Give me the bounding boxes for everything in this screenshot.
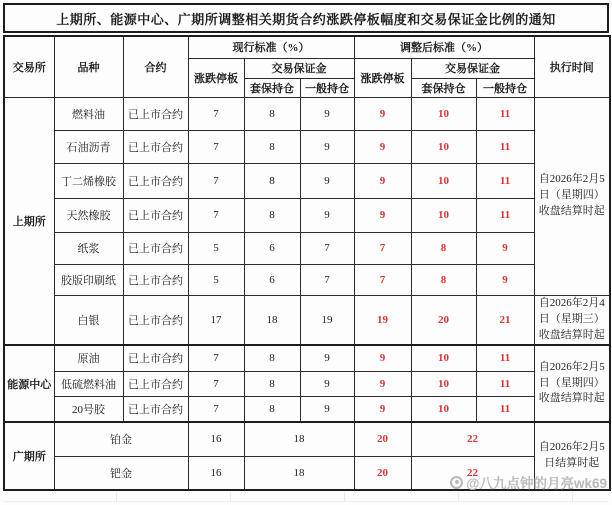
current-general-cell: 9 <box>300 97 354 130</box>
product-cell: 石油沥青 <box>54 130 123 163</box>
header-adjusted-general: 一般持仓 <box>476 78 534 97</box>
table-row <box>4 232 610 264</box>
product-cell: 白银 <box>54 295 123 345</box>
product-cell: 胶版印刷纸 <box>54 264 123 295</box>
contract-cell: 已上市合约 <box>123 264 188 295</box>
adjusted-hedge-cell: 10 <box>411 130 476 163</box>
exchange-cell: 上期所 <box>4 97 54 345</box>
product-cell: 低硫燃料油 <box>54 371 123 396</box>
current-limit-cell: 7 <box>188 371 244 396</box>
adjusted-margin-cell: 22 <box>411 422 534 456</box>
product-cell: 原油 <box>54 345 123 371</box>
product-cell: 钯金 <box>54 456 188 490</box>
header-adjusted-margin: 交易保证金 <box>411 58 534 78</box>
current-limit-cell: 7 <box>188 345 244 371</box>
table-row <box>4 371 610 396</box>
current-general-cell: 9 <box>300 130 354 163</box>
header-exec-time: 执行时间 <box>534 36 610 97</box>
current-limit-cell: 16 <box>188 456 244 490</box>
current-hedge-cell: 8 <box>244 345 300 371</box>
table-row <box>4 264 610 295</box>
product-cell: 铂金 <box>54 422 188 456</box>
product-cell: 丁二烯橡胶 <box>54 163 123 198</box>
adjustment-table <box>3 35 611 491</box>
contract-cell: 已上市合约 <box>123 396 188 422</box>
current-hedge-cell: 8 <box>244 163 300 198</box>
adjusted-hedge-cell: 10 <box>411 345 476 371</box>
contract-cell: 已上市合约 <box>123 295 188 345</box>
current-general-cell: 7 <box>300 264 354 295</box>
current-hedge-cell: 6 <box>244 264 300 295</box>
current-hedge-cell: 8 <box>244 198 300 232</box>
table-row <box>4 295 610 345</box>
header-current-limit: 涨跌停板 <box>188 58 244 97</box>
contract-cell: 已上市合约 <box>123 163 188 198</box>
adjusted-hedge-cell: 8 <box>411 232 476 264</box>
header-current-general: 一般持仓 <box>300 78 354 97</box>
current-limit-cell: 5 <box>188 232 244 264</box>
product-cell: 燃料油 <box>54 97 123 130</box>
adjusted-general-cell: 9 <box>476 232 534 264</box>
notice-title: 上期所、能源中心、广期所调整相关期货合约涨跌停板幅度和交易保证金比例的通知 <box>3 3 609 33</box>
adjusted-general-cell: 11 <box>476 198 534 232</box>
header-adjusted-group: 调整后标准（%） <box>354 36 534 58</box>
adjusted-general-cell: 11 <box>476 97 534 130</box>
exec-time-cell: 自2026年2月5日结算时起 <box>534 422 610 490</box>
table-row <box>4 163 610 198</box>
header-contract: 合约 <box>123 36 188 97</box>
header-adjusted-limit: 涨跌停板 <box>354 58 411 97</box>
header-current-hedge: 套保持仓 <box>244 78 300 97</box>
adjusted-hedge-cell: 20 <box>411 295 476 345</box>
current-limit-cell: 7 <box>188 198 244 232</box>
contract-cell: 已上市合约 <box>123 232 188 264</box>
current-limit-cell: 7 <box>188 396 244 422</box>
header-product: 品种 <box>54 36 123 97</box>
current-general-cell: 19 <box>300 295 354 345</box>
adjusted-general-cell: 11 <box>476 345 534 371</box>
table-row <box>4 130 610 163</box>
contract-cell: 已上市合约 <box>123 97 188 130</box>
current-general-cell: 7 <box>300 232 354 264</box>
header-current-group: 现行标准（%） <box>188 36 354 58</box>
exec-time-cell: 自2026年2月5日（星期四）收盘结算时起 <box>534 97 610 295</box>
current-limit-cell: 17 <box>188 295 244 345</box>
exec-time-cell: 自2026年2月5日（星期四）收盘结算时起 <box>534 345 610 422</box>
adjusted-limit-cell: 9 <box>354 396 411 422</box>
adjusted-hedge-cell: 10 <box>411 163 476 198</box>
table-row <box>4 345 610 371</box>
contract-cell: 已上市合约 <box>123 198 188 232</box>
adjusted-margin-cell: 22 <box>411 456 534 490</box>
adjusted-hedge-cell: 10 <box>411 198 476 232</box>
current-hedge-cell: 8 <box>244 396 300 422</box>
background-gridlines <box>3 492 609 502</box>
product-cell: 纸浆 <box>54 232 123 264</box>
contract-cell: 已上市合约 <box>123 371 188 396</box>
current-margin-cell: 18 <box>244 422 354 456</box>
current-general-cell: 9 <box>300 345 354 371</box>
table-row <box>4 198 610 232</box>
current-hedge-cell: 6 <box>244 232 300 264</box>
header-current-margin: 交易保证金 <box>244 58 354 78</box>
adjusted-hedge-cell: 10 <box>411 97 476 130</box>
table-row <box>4 456 610 490</box>
current-hedge-cell: 8 <box>244 97 300 130</box>
contract-cell: 已上市合约 <box>123 345 188 371</box>
current-margin-cell: 18 <box>244 456 354 490</box>
adjusted-limit-cell: 7 <box>354 232 411 264</box>
adjusted-general-cell: 11 <box>476 371 534 396</box>
adjusted-limit-cell: 20 <box>354 422 411 456</box>
header-exchange: 交易所 <box>4 36 54 97</box>
watermark-handle: @八九点钟的月亮wk69 <box>466 476 607 491</box>
current-limit-cell: 5 <box>188 264 244 295</box>
adjusted-limit-cell: 7 <box>354 264 411 295</box>
current-limit-cell: 7 <box>188 163 244 198</box>
adjusted-limit-cell: 9 <box>354 130 411 163</box>
adjusted-general-cell: 21 <box>476 295 534 345</box>
table-row <box>4 97 610 130</box>
adjusted-general-cell: 11 <box>476 130 534 163</box>
current-general-cell: 9 <box>300 371 354 396</box>
adjusted-general-cell: 11 <box>476 396 534 422</box>
adjusted-limit-cell: 9 <box>354 198 411 232</box>
current-limit-cell: 7 <box>188 97 244 130</box>
adjusted-limit-cell: 19 <box>354 295 411 345</box>
adjusted-limit-cell: 20 <box>354 456 411 490</box>
adjusted-limit-cell: 9 <box>354 371 411 396</box>
current-general-cell: 9 <box>300 163 354 198</box>
current-hedge-cell: 18 <box>244 295 300 345</box>
table-row <box>4 422 610 456</box>
table-row <box>4 396 610 422</box>
product-cell: 天然橡胶 <box>54 198 123 232</box>
contract-cell: 已上市合约 <box>123 130 188 163</box>
exec-time-cell: 自2026年2月4日（星期三）收盘结算时起 <box>534 295 610 345</box>
adjusted-general-cell: 11 <box>476 163 534 198</box>
product-cell: 20号胶 <box>54 396 123 422</box>
current-hedge-cell: 8 <box>244 130 300 163</box>
exchange-cell: 广期所 <box>4 422 54 490</box>
current-general-cell: 9 <box>300 396 354 422</box>
current-general-cell: 9 <box>300 198 354 232</box>
adjusted-limit-cell: 9 <box>354 163 411 198</box>
current-hedge-cell: 8 <box>244 371 300 396</box>
adjusted-hedge-cell: 8 <box>411 264 476 295</box>
adjusted-limit-cell: 9 <box>354 345 411 371</box>
current-limit-cell: 7 <box>188 130 244 163</box>
adjusted-limit-cell: 9 <box>354 97 411 130</box>
adjusted-hedge-cell: 10 <box>411 371 476 396</box>
adjusted-hedge-cell: 10 <box>411 396 476 422</box>
header-adjusted-hedge: 套保持仓 <box>411 78 476 97</box>
adjusted-general-cell: 9 <box>476 264 534 295</box>
current-limit-cell: 16 <box>188 422 244 456</box>
exchange-cell: 能源中心 <box>4 345 54 422</box>
